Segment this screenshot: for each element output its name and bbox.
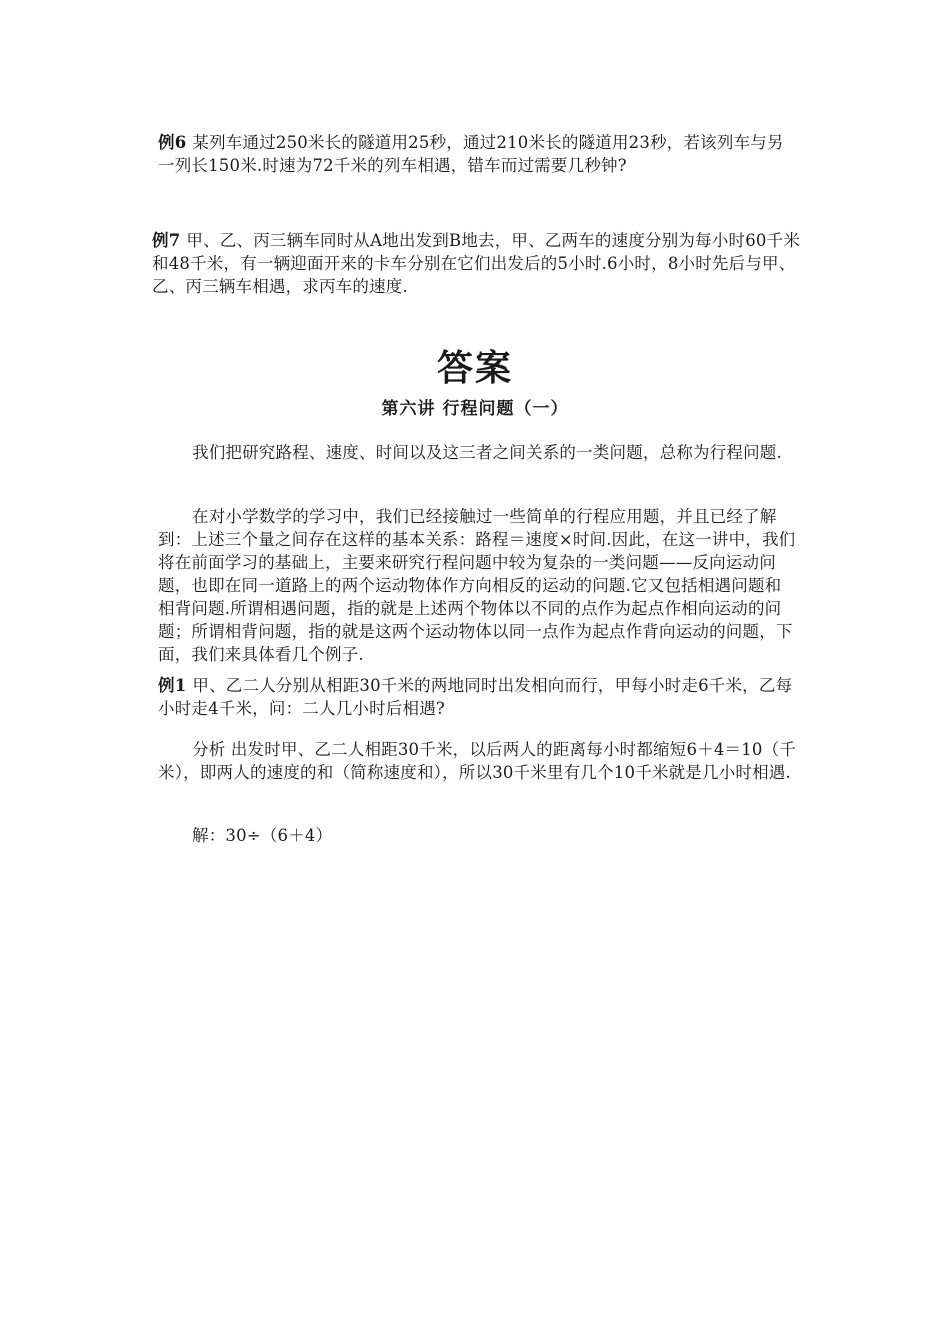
example-7 bbox=[152, 229, 808, 298]
example-6 bbox=[158, 131, 798, 177]
analysis-paragraph: 分析 出发时甲、乙二人相距30千米，以后两人的距离每小时都缩短6＋4＝10（千米），即两人的速度的和（简称速度和），所以30千米里有几个10千米就是几小时相遇. bbox=[158, 740, 797, 782]
intro-paragraph-1: 我们把研究路程、速度、时间以及这三者之间关系的一类问题，总称为行程问题. bbox=[192, 443, 782, 462]
intro-paragraph-2: 在对小学数学的学习中，我们已经接触过一些简单的行程应用题，并且已经了解到：上述三个量之间存在这样的基本关系：路程＝速度×时间.因此，在这一讲中，我们将在前面学习的基础上，主要来研究行程问题中较为复杂的一类问题——反向运动问题，也即在同一道路上的两个运动物体作方向相反的运动的问题.它又包括相遇问题和相背问题.所谓相遇问题，指的就是上述两个物体以不同的点作为起点作相向运动的问题；所谓相背问题，指的就是这两个运动物体以同一点作为起点作背向运动的问题，下面，我们来具体看几个例子. bbox=[158, 507, 796, 664]
example-1-label: 例1 bbox=[158, 676, 187, 695]
example-7-text: 甲、乙、丙三辆车同时从A地出发到B地去，甲、乙两车的速度分别为每小时60千米和48千米，有一辆迎面开来的卡车分别在它们出发后的5小时.6小时，8小时先后与甲、乙、丙三辆车相遇，求丙车的速度. bbox=[152, 231, 801, 296]
solution-line: 解：30÷（6＋4） bbox=[192, 826, 333, 845]
lecture-title: 第六讲 行程问题（一） bbox=[381, 399, 569, 419]
example-7-label: 例7 bbox=[152, 231, 181, 250]
example-1 bbox=[158, 674, 798, 720]
answer-title: 答案 bbox=[436, 347, 513, 389]
example-1-text: 甲、乙二人分别从相距30千米的两地同时出发相向而行，甲每小时走6千米，乙每小时走4千米，问：二人几小时后相遇? bbox=[158, 676, 793, 718]
example-6-text: 某列车通过250米长的隧道用25秒，通过210米长的隧道用23秒，若该列车与另一列长150米.时速为72千米的列车相遇，错车而过需要几秒钟? bbox=[158, 133, 784, 175]
example-6-label: 例6 bbox=[158, 133, 187, 152]
